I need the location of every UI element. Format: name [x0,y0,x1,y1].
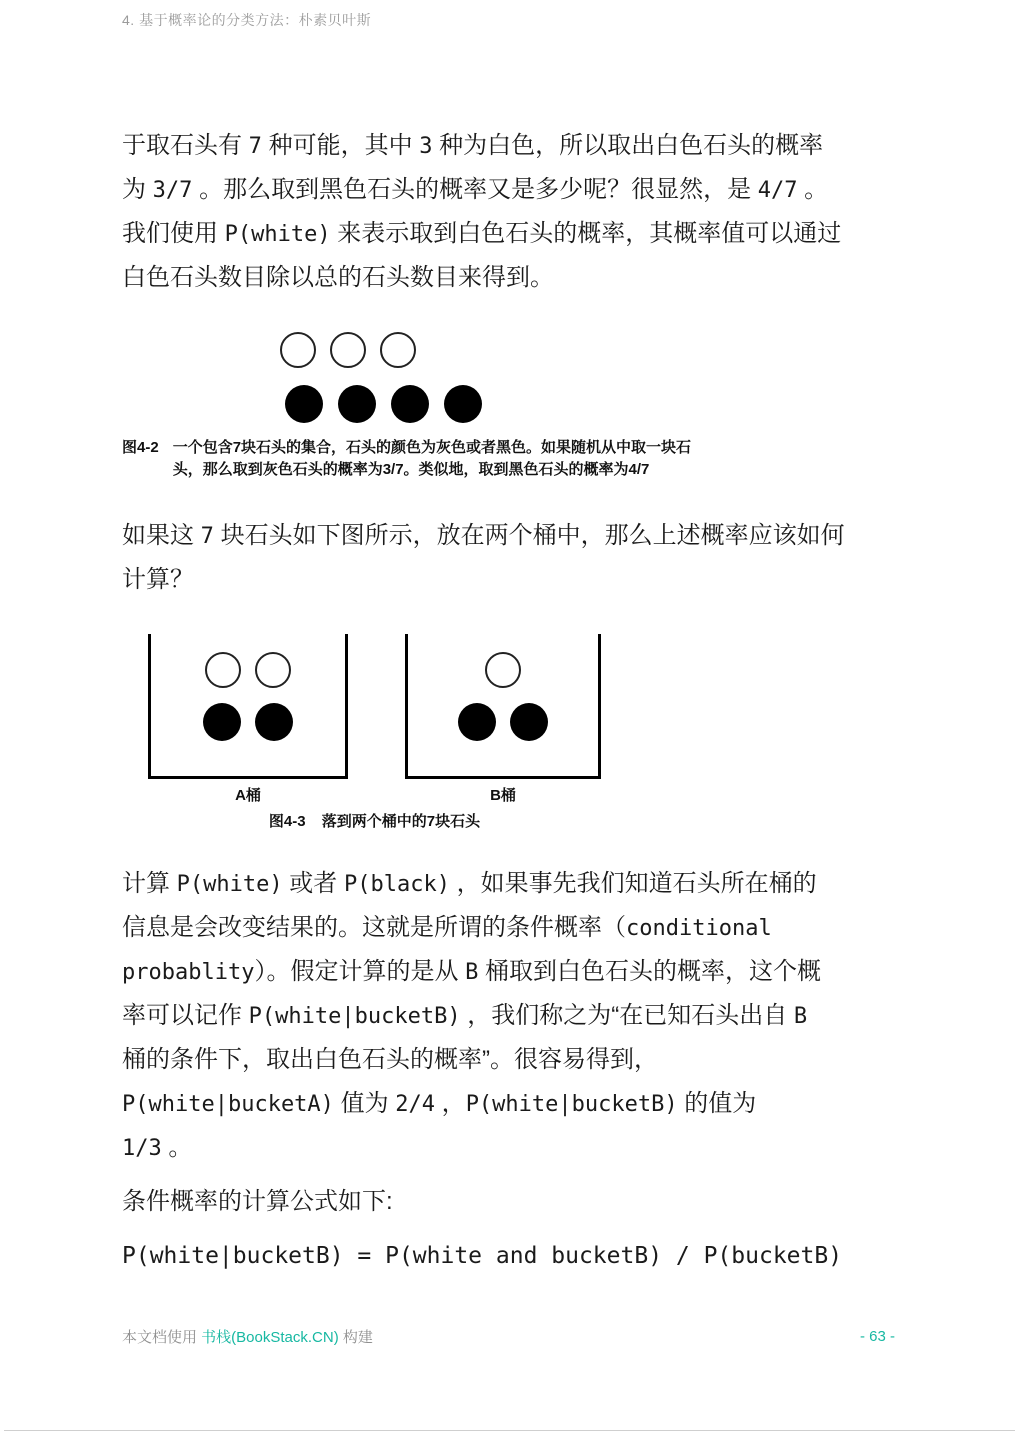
page-number: - 63 - [859,1328,895,1345]
white-stones-row [280,332,482,368]
text-line [122,124,907,168]
white-stone [485,652,521,688]
text-segment: 信息是会改变结果的。这就是所谓的条件概率（ [122,914,626,941]
bucket-a-white-row [205,652,291,688]
text-segment: 白色石头数目除以总的石头数目来得到。 [122,264,554,291]
bucket-b-black-row [458,703,548,741]
white-stone [280,332,316,368]
inline-code: conditional [626,916,772,941]
figure-4-3 [148,634,601,833]
figure-caption-text: 一个包含7块石头的集合，石头的颜色为灰色或者黑色。如果随机从中取一块石头，那么取到灰色石头的概率为3/7。类似地，取到黑色石头的概率为4/7 [172,439,692,478]
conditional-probability-formula: P(white|bucketB) = P(white and bucketB) / P(bucketB) [122,1243,843,1269]
text-segment: 桶的条件下，取出白色石头的概率”。很容易得到， [122,1046,658,1073]
text-segment: 率可以记作 [122,1002,249,1029]
black-stone [510,703,548,741]
text-line [122,1038,907,1082]
black-stone [458,703,496,741]
inline-code: 1/3 [122,1136,162,1161]
inline-code: P(white) [224,222,331,247]
white-stone [330,332,366,368]
text-line [122,1126,907,1170]
text-segment: 条件概率的计算公式如下: [122,1188,393,1215]
text-segment: ，如果事先我们知道石头所在桶的 [449,870,817,897]
buckets-row [148,634,601,805]
inline-code: 4/7 [757,178,798,203]
bucket-a-black-row [203,703,293,741]
inline-code: P(black) [343,872,450,897]
footer-suffix: 构建 [338,1329,373,1346]
text-segment: ， [435,1090,466,1117]
black-stones-row [285,385,482,423]
chapter-breadcrumb: 4. 基于概率论的分类方法：朴素贝叶斯 [122,12,372,28]
white-stone [380,332,416,368]
inline-code: B [465,960,479,985]
text-line [122,994,907,1038]
text-line [122,212,907,256]
inline-code: P(white|bucketB) [248,1004,461,1029]
text-segment: 如果这 [122,522,201,549]
text-segment: 。那么取到黑色石头的概率又是多少呢？很显然，是 [192,176,758,203]
black-stone [203,703,241,741]
bucket-b-white-row [485,652,521,688]
figure-4-3-caption [148,811,601,833]
bucket-b-stones [408,634,598,741]
text-segment: 。 [797,176,829,203]
text-line [122,256,907,300]
bucket-b [405,634,601,805]
inline-code: 7 [248,134,262,159]
bucket-a-box [148,634,348,779]
text-line [122,558,907,602]
bookstack-link[interactable]: 书栈(BookStack.CN) [201,1329,339,1346]
text-segment: 我们使用 [122,220,225,247]
text-line [122,1082,907,1126]
paragraph-2 [122,514,907,602]
text-segment: 种为白色，所以取出白色石头的概率 [432,132,824,159]
white-stone [205,652,241,688]
text-segment: 于取石头有 [122,132,249,159]
page-footer [122,1326,895,1347]
inline-code: 7 [200,524,214,549]
bucket-a-stones [151,634,345,741]
text-line [122,950,907,994]
text-line [122,168,907,212]
text-segment: 计算？ [122,566,194,593]
inline-code: P(white|bucketA) [122,1092,334,1117]
inline-code: 3 [419,134,433,159]
inline-code: 3/7 [152,178,193,203]
figure-4-2 [280,332,482,423]
figure-caption-label: 图4-3 [268,813,306,830]
inline-code: P(white) [176,872,283,897]
inline-code: P(white|bucketB) [465,1092,678,1117]
text-line [122,1180,907,1224]
inline-code: 2/4 [395,1092,436,1117]
text-segment: 来表示取到白色石头的概率，其概率值可以通过 [330,220,842,247]
text-segment: 块石头如下图所示，放在两个桶中，那么上述概率应该如何 [213,522,845,549]
figure-caption-text: 落到两个桶中的7块石头 [321,813,481,830]
inline-code: B [793,1004,808,1029]
text-segment: 种可能，其中 [261,132,420,159]
text-segment: 为 [122,176,153,203]
bucket-a [148,634,348,805]
bucket-b-box [405,634,601,779]
black-stone [444,385,482,423]
paragraph-4 [122,1180,907,1224]
figure-4-2-caption [122,437,701,481]
text-segment: 。 [161,1134,193,1161]
white-stone [255,652,291,688]
text-line [122,906,907,950]
paragraph-1 [122,124,907,300]
text-segment: 的值为 [677,1090,757,1117]
text-segment: ，我们称之为“在已知石头出自 [460,1002,794,1029]
text-line [122,514,907,558]
black-stone [338,385,376,423]
bucket-b-label: B桶 [490,787,516,804]
text-segment: 值为 [333,1090,396,1117]
text-segment: 桶取到白色石头的概率，这个概 [478,958,822,985]
black-stone [391,385,429,423]
text-line [122,862,907,906]
black-stone [255,703,293,741]
black-stone [285,385,323,423]
paragraph-3 [122,862,907,1170]
page-bottom-edge [4,1430,1015,1431]
bucket-a-label: A桶 [235,787,261,804]
text-segment: 计算 [122,870,177,897]
figure-caption-label: 图4-2 [122,439,159,456]
text-segment: 或者 [282,870,344,897]
inline-code: probablity [122,960,255,985]
footer-build-note [122,1326,373,1347]
text-segment: ）。假定计算的是从 [254,958,466,985]
footer-prefix: 本文档使用 [122,1329,202,1346]
